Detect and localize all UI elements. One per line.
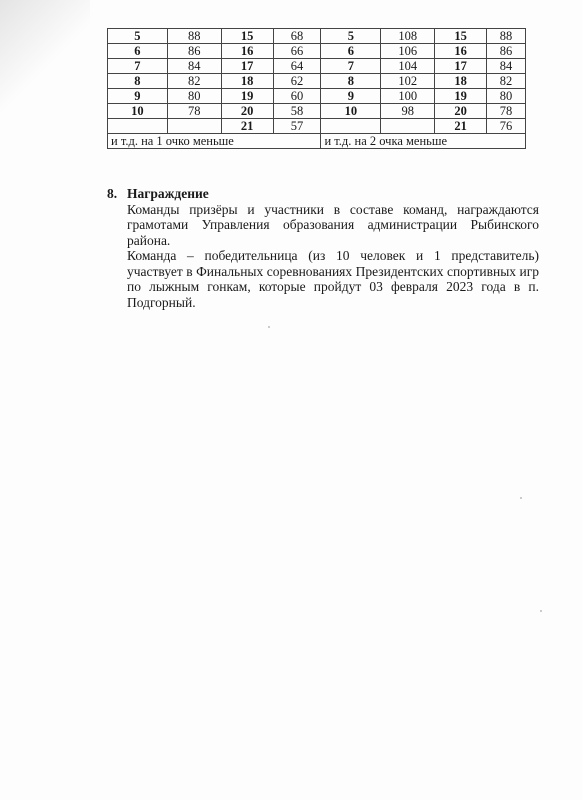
section-heading [107,186,539,202]
table-cell: 98 [381,104,435,119]
table-cell: 58 [273,104,321,119]
table-row [108,44,526,59]
table-row [108,59,526,74]
table-cell: 8 [108,74,168,89]
table-cell: 86 [487,44,526,59]
table-cell: 66 [273,44,321,59]
table-cell: 16 [435,44,487,59]
table-cell: 86 [167,44,221,59]
table-cell: 68 [273,29,321,44]
table-row [108,29,526,44]
table-cell: 76 [487,119,526,134]
table-cell [381,119,435,134]
table-cell [108,119,168,134]
table-row [108,119,526,134]
table-cell: 88 [167,29,221,44]
table-cell: 64 [273,59,321,74]
scan-speck [520,497,522,499]
table-cell: 15 [435,29,487,44]
table-cell: 17 [221,59,273,74]
table-row [108,74,526,89]
table-cell: 60 [273,89,321,104]
finals-paragraph: Команда – победительница (из 10 человек и 1 представитель) участвует в Финальных соревнованиях Президентских спортивных игр по лыжным гонкам, которые пройдут 03 февраля 2023 года в п. Подгорный. [127,248,539,310]
table-cell: 19 [221,89,273,104]
table-cell: 88 [487,29,526,44]
table-cell: 7 [108,59,168,74]
section-title: Награждение [127,186,209,201]
table-cell: 18 [435,74,487,89]
table-cell [167,119,221,134]
table-cell: 19 [435,89,487,104]
table-cell: 21 [435,119,487,134]
table-cell: 106 [381,44,435,59]
table-cell: 20 [435,104,487,119]
scan-speck [540,610,542,612]
table-cell: 9 [108,89,168,104]
table-cell: 104 [381,59,435,74]
table-cell: 108 [381,29,435,44]
table-cell: 17 [435,59,487,74]
table-cell: 100 [381,89,435,104]
table-cell: 8 [321,74,381,89]
footer-note-right: и т.д. на 2 очка меньше [321,134,526,149]
footer-note-left: и т.д. на 1 очко меньше [108,134,321,149]
table-cell: 21 [221,119,273,134]
table-cell: 102 [381,74,435,89]
table-cell: 78 [167,104,221,119]
awards-section [107,186,539,310]
table-cell: 16 [221,44,273,59]
table-cell: 9 [321,89,381,104]
table-cell: 5 [108,29,168,44]
table-cell: 15 [221,29,273,44]
section-number: 8. [107,186,118,201]
table-cell: 84 [487,59,526,74]
table-cell: 57 [273,119,321,134]
table-cell: 80 [167,89,221,104]
table-cell: 10 [321,104,381,119]
table-row [108,89,526,104]
scan-speck [268,326,270,328]
table-cell: 82 [167,74,221,89]
table-cell: 7 [321,59,381,74]
table-cell: 5 [321,29,381,44]
table-cell: 20 [221,104,273,119]
points-table [107,28,526,149]
table-cell [321,119,381,134]
table-cell: 80 [487,89,526,104]
table-cell: 62 [273,74,321,89]
table-row [108,104,526,119]
table-cell: 6 [108,44,168,59]
table-cell: 78 [487,104,526,119]
points-table-body [108,29,526,149]
table-cell: 84 [167,59,221,74]
table-cell: 6 [321,44,381,59]
awards-paragraph: Команды призёры и участники в составе команд, награждаются грамотами Управления образования администрации Рыбинского района. [127,201,539,248]
table-cell: 82 [487,74,526,89]
table-footer-row [108,134,526,149]
table-cell: 10 [108,104,168,119]
table-cell: 18 [221,74,273,89]
scan-shadow [0,0,90,120]
